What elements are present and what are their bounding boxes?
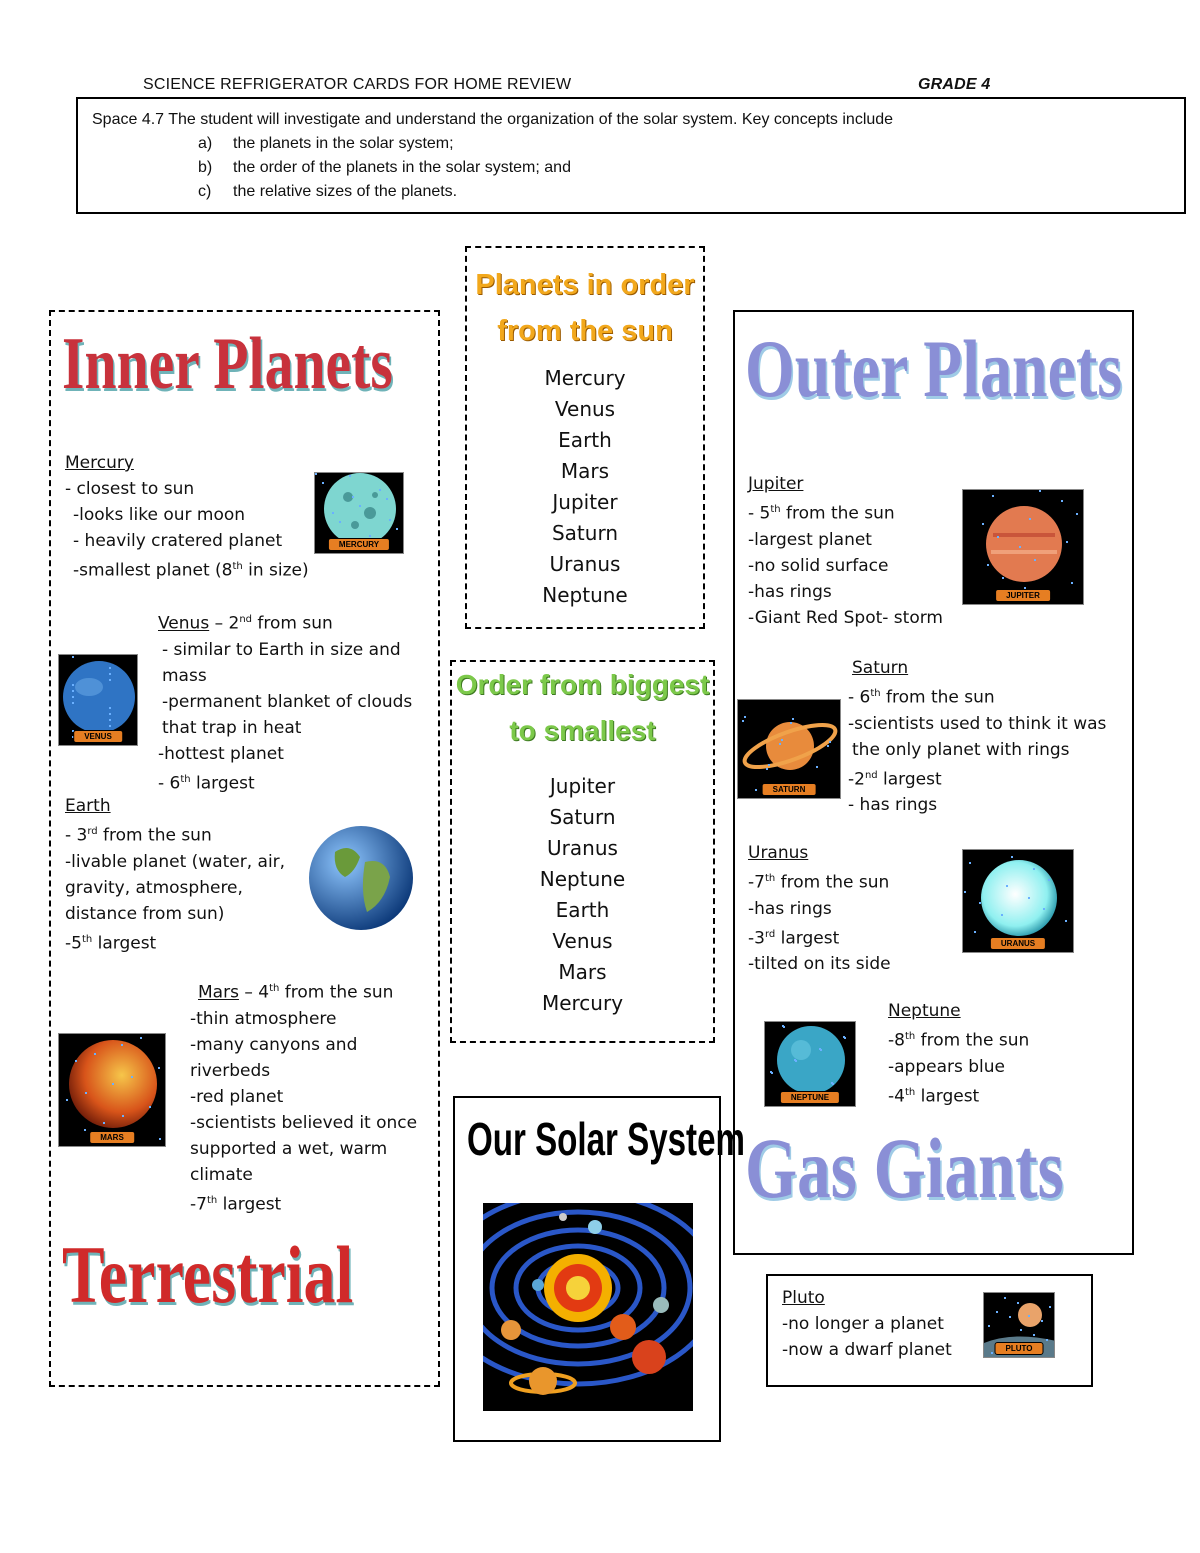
star-dot [1041,1320,1043,1322]
inner-planets-title: Inner Planets [62,323,393,405]
mars-section [190,976,417,1217]
gas-giants-title: Gas Giants [745,1120,1064,1216]
header-title: SCIENCE REFRIGERATOR CARDS FOR HOME REVIEW [143,76,572,93]
star-dot [339,521,341,523]
uranus-line: -3rd largest [748,928,840,949]
jupiter-name: Jupiter [748,474,804,494]
star-dot [1048,879,1050,881]
standard-item-b-marker: b) [198,159,213,176]
venus-line: - similar to Earth in size and [162,639,401,660]
venus-heading: Venus – 2nd from sun [158,613,333,634]
star-dot [84,1129,86,1131]
list-item: Mercury [544,366,626,390]
neptune-line: -8th from the sun [888,1030,1030,1051]
venus-line: that trap in heat [162,717,302,738]
star-dot [744,716,746,718]
mars-line: supported a wet, warm [190,1138,388,1159]
order-from-sun-title-line1: Planets in order [475,269,695,301]
star-dot [1028,897,1030,899]
outer-planets-title: Outer Planets [745,323,1123,414]
mercury-line: - closest to sun [65,479,195,499]
list-item: Venus [552,929,613,953]
star-dot [109,725,111,727]
mars-line: climate [190,1164,253,1185]
mercury-line: -smallest planet (8th in size) [73,560,309,581]
star-dot [1001,914,1003,916]
star-dot [1020,1329,1022,1331]
standard-item-c-marker: c) [198,183,212,200]
neptune-line: -appears blue [888,1056,1006,1077]
mars-line: riverbeds [190,1060,271,1081]
list-item: Saturn [551,521,618,545]
star-dot [131,1076,133,1078]
star-dot [779,743,781,745]
star-dot [1029,518,1031,520]
star-dot [1046,1339,1048,1341]
list-item: Mars [558,960,607,984]
star-dot [379,489,381,491]
list-item: Saturn [549,805,616,829]
saturn-image [737,699,841,799]
star-dot [1065,920,1067,922]
venus-section [158,607,412,796]
list-item: Mars [560,459,610,483]
uranus-name: Uranus [748,843,809,863]
star-dot [742,720,744,722]
pluto-section [782,1285,952,1363]
list-item: Neptune [539,867,626,891]
star-dot [770,1071,772,1073]
order-by-size-title-line2: to smallest [509,715,656,746]
star-dot [359,505,361,507]
order-from-sun-list [465,363,705,611]
mars-line: -thin atmosphere [190,1008,337,1029]
earth-name: Earth [65,796,111,816]
solar-system-title: Our Solar System [467,1113,745,1165]
pluto-image [983,1292,1055,1358]
star-dot [768,764,770,766]
list-item: Jupiter [552,490,618,514]
pluto-line: -no longer a planet [782,1314,944,1334]
star-dot [109,667,111,669]
star-dot [792,718,794,720]
star-dot [1066,541,1068,543]
star-dot [992,495,994,497]
standard-item-a: the planets in the solar system; [233,135,454,152]
star-dot [72,702,74,704]
star-dot [766,768,768,770]
star-dot [66,1099,68,1101]
star-dot [122,1115,124,1117]
mercury-line: -looks like our moon [73,505,246,525]
star-dot [974,931,976,933]
earth-line: - 3rd from the sun [65,825,212,846]
jupiter-line: - 5th from the sun [748,503,895,524]
star-dot [1061,500,1063,502]
star-dot [819,1048,821,1050]
pluto-line: -now a dwarf planet [782,1340,952,1360]
star-dot [1071,582,1073,584]
saturn-line: -2nd largest [848,769,942,790]
mars-tag: MARS [89,1131,135,1144]
mercury-name: Mercury [65,453,134,473]
star-dot [997,536,999,538]
neptune-section [888,998,1029,1109]
venus-image [58,654,138,746]
uranus-line: -7th from the sun [748,872,890,893]
star-dot [988,1325,990,1327]
star-dot [109,679,111,681]
star-dot [322,482,324,484]
mars-line: -7th largest [190,1194,282,1215]
star-dot [794,1059,796,1061]
star-dot [969,862,971,864]
list-item: Mercury [541,991,624,1015]
uranus-section [748,840,891,977]
terrestrial-title: Terrestrial [62,1229,354,1320]
mars-line: -red planet [190,1086,284,1107]
star-dot [1033,868,1035,870]
star-dot [829,741,831,743]
jupiter-image [962,489,1084,605]
pluto-name: Pluto [782,1288,825,1308]
star-dot [396,528,398,530]
star-dot [349,475,351,477]
star-dot [109,707,111,709]
jupiter-line: -no solid surface [748,555,889,576]
star-dot [109,719,111,721]
star-dot [72,684,74,686]
star-dot [112,1083,114,1085]
star-dot [103,1122,105,1124]
earth-section [65,793,285,956]
star-dot [827,745,829,747]
list-item: Uranus [549,552,621,576]
star-dot [996,1311,998,1313]
venus-tag: VENUS [73,730,123,743]
solar-system-image [483,1203,693,1411]
star-dot [1076,513,1078,515]
star-dot [149,1106,151,1108]
star-dot [987,564,989,566]
venus-line: - 6th largest [158,773,255,794]
star-dot [159,1138,161,1140]
earth-line: -5th largest [65,933,157,954]
earth-line: gravity, atmosphere, [65,877,243,898]
star-dot [85,1092,87,1094]
neptune-line: -4th largest [888,1086,980,1107]
pluto-tag: PLUTO [995,1342,1044,1355]
neptune-name: Neptune [888,1001,961,1021]
venus-line: -hottest planet [158,743,284,764]
mercury-image [314,472,404,554]
list-item: Earth [555,898,610,922]
earth-line: -livable planet (water, air, [65,851,286,872]
saturn-line: - has rings [848,795,938,816]
order-from-sun-title [465,262,705,354]
star-dot [982,523,984,525]
saturn-name: Saturn [852,658,909,678]
star-dot [121,1044,123,1046]
order-by-size-title [450,662,715,754]
star-dot [1039,490,1041,492]
list-item: Venus [554,397,616,421]
saturn-section [848,655,1106,818]
star-dot [75,1060,77,1062]
star-dot [790,722,792,724]
star-dot [1049,1306,1051,1308]
earth-line: distance from sun) [65,903,225,924]
star-dot [782,1025,784,1027]
star-dot [964,891,966,893]
mars-image [58,1033,166,1147]
saturn-line: the only planet with rings [852,739,1070,760]
star-dot [94,1053,96,1055]
star-dot [72,690,74,692]
list-item: Uranus [547,836,618,860]
star-dot [1006,885,1008,887]
star-dot [315,473,317,475]
star-dot [332,512,334,514]
star-dot [352,496,354,498]
star-dot [781,739,783,741]
star-dot [72,656,74,658]
saturn-tag: SATURN [762,783,817,796]
star-dot [389,519,391,521]
mercury-line: - heavily cratered planet [73,531,283,551]
standard-intro: Space 4.7 The student will investigate and understand the organization of the solar system. Key concepts include [92,111,894,128]
standard-item-c: the relative sizes of the planets. [233,183,458,200]
star-dot [755,789,757,791]
mars-heading: Mars – 4th from the sun [198,982,394,1003]
venus-line: mass [162,665,207,686]
mercury-section [65,450,309,584]
jupiter-line: -largest planet [748,529,872,550]
standard-box [76,97,1186,214]
star-dot [1011,856,1013,858]
star-dot [816,766,818,768]
jupiter-line: -has rings [748,581,832,602]
star-dot [158,1067,160,1069]
mars-line: -scientists believed it once [190,1112,418,1133]
jupiter-tag: JUPITER [995,589,1051,602]
star-dot [1034,559,1036,561]
uranus-line: -tilted on its side [748,954,891,975]
standard-item-a-marker: a) [198,135,213,152]
venus-line: -permanent blanket of clouds [162,691,413,712]
star-dot [369,535,371,537]
star-dot [991,1352,993,1354]
star-dot [979,902,981,904]
star-dot [1009,1316,1011,1318]
neptune-image [764,1021,856,1107]
star-dot [140,1037,142,1039]
list-item: Earth [558,428,612,452]
star-dot [386,498,388,500]
star-dot [1028,1315,1030,1317]
star-dot [1019,546,1021,548]
uranus-image [962,849,1074,953]
mars-line: -many canyons and [190,1034,358,1055]
order-by-size-title-line1: Order from biggest [455,669,710,700]
star-dot [72,696,74,698]
standard-item-b: the order of the planets in the solar system; and [233,159,571,176]
list-item: Jupiter [549,774,616,798]
saturn-line: - 6th from the sun [848,687,995,708]
order-by-size-list [450,771,715,1019]
jupiter-section [748,471,943,631]
earth-globe-icon [305,822,417,934]
uranus-tag: URANUS [990,937,1046,950]
star-dot [1004,1297,1006,1299]
mercury-tag: MERCURY [328,538,390,551]
order-from-sun-title-line2: from the sun [497,315,673,347]
star-dot [843,1036,845,1038]
star-dot [1033,1334,1035,1336]
star-dot [109,673,111,675]
jupiter-line: -Giant Red Spot- storm [748,607,943,628]
list-item: Neptune [542,583,628,607]
neptune-tag: NEPTUNE [780,1091,840,1104]
saturn-line: -scientists used to think it was [848,713,1107,734]
star-dot [1043,908,1045,910]
uranus-line: -has rings [748,898,832,919]
star-dot [1017,1302,1019,1304]
grade-label: GRADE 4 [918,76,991,93]
star-dot [1002,577,1004,579]
star-dot [109,713,111,715]
star-dot [831,1082,833,1084]
